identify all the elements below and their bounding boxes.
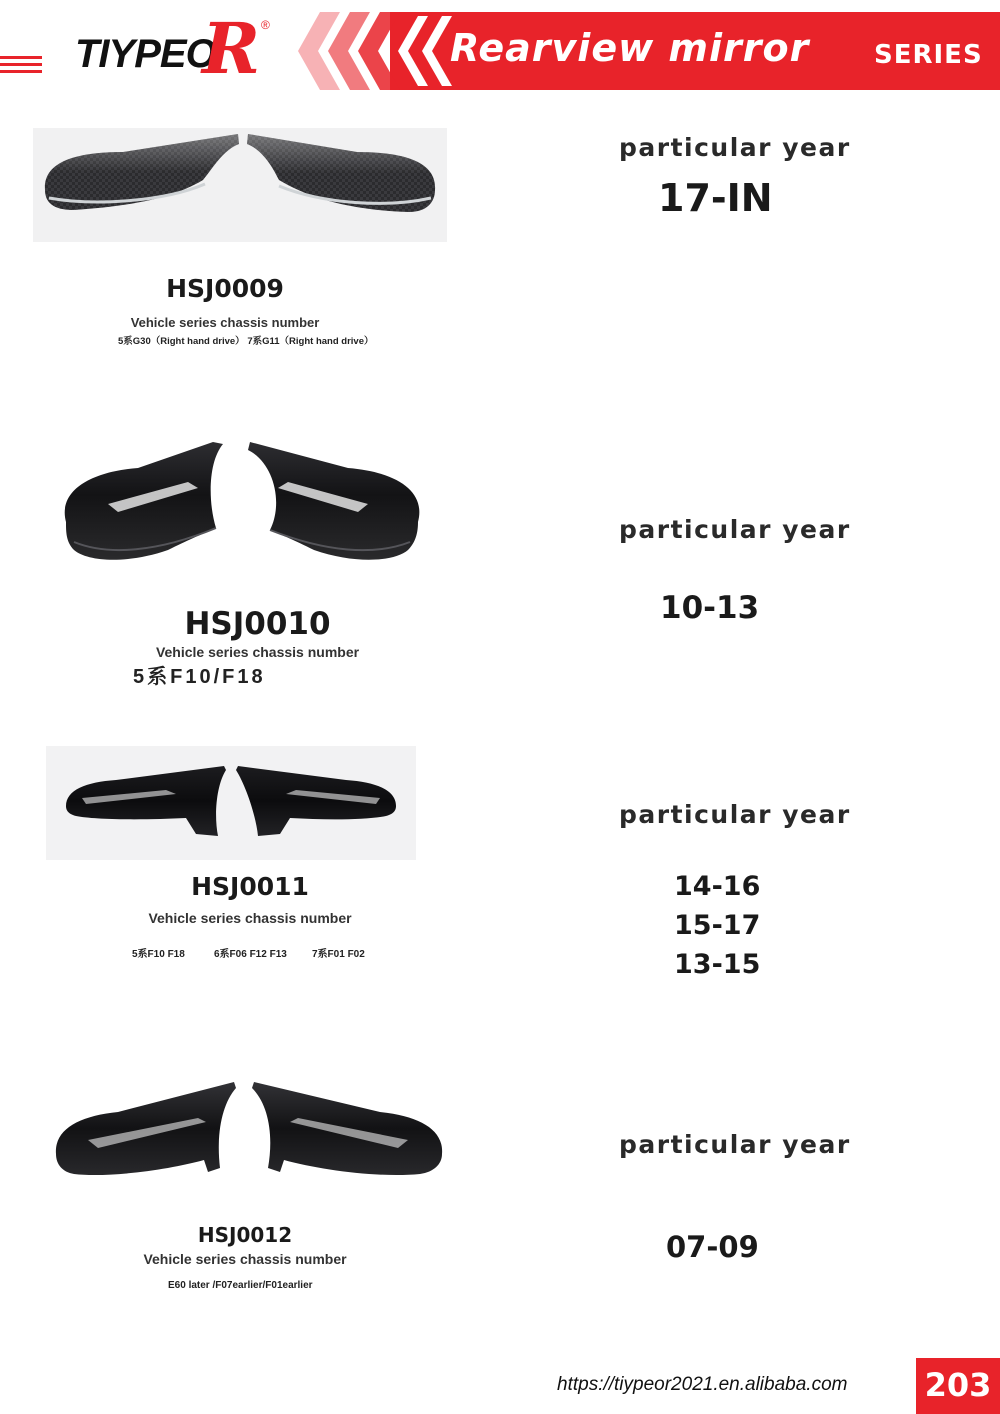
chassis-label: Vehicle series chassis number xyxy=(155,644,360,660)
page-header xyxy=(0,0,1000,100)
chassis-label: Vehicle series chassis number xyxy=(148,910,352,926)
logo-r: R xyxy=(202,7,261,90)
year-value: 17-IN xyxy=(658,176,773,220)
banner-series: SERIES xyxy=(874,40,983,70)
chassis-detail: 5系F10/F18 xyxy=(133,666,266,688)
chassis-detail: E60 later /F07earlier/F01earlier xyxy=(168,1280,313,1291)
footer-url[interactable]: https://tiypeor2021.en.alibaba.com xyxy=(557,1374,848,1395)
header-accent-lines xyxy=(0,56,42,80)
product-code: HSJ0011 xyxy=(191,872,309,901)
year-value: 14-16 xyxy=(674,871,761,902)
title-banner xyxy=(298,12,1000,90)
page-number-badge xyxy=(916,1358,1000,1414)
year-label: particular year xyxy=(619,133,851,162)
chassis-detail-6-series: 6系F06 F12 F13 xyxy=(214,949,287,960)
year-label: particular year xyxy=(619,515,851,544)
year-value: 10-13 xyxy=(660,590,760,626)
registered-mark: ® xyxy=(261,18,270,32)
product-code: HSJ0009 xyxy=(166,274,284,303)
year-value: 15-17 xyxy=(674,910,761,941)
chassis-detail-5-series: 5系F10 F18 xyxy=(132,949,185,960)
product-photo-carbon-mirror-caps xyxy=(33,128,447,242)
product-photo-gloss-wing-caps xyxy=(48,1074,446,1190)
year-label: particular year xyxy=(619,800,851,829)
chassis-label: Vehicle series chassis number xyxy=(130,315,320,330)
product-photo-gloss-mirror-caps xyxy=(48,432,436,582)
banner-title: Rearview mirror xyxy=(450,26,810,70)
page-number: 203 xyxy=(924,1366,992,1404)
product-code: HSJ0012 xyxy=(197,1223,293,1247)
year-label: particular year xyxy=(619,1130,851,1159)
chassis-detail: 5系G30（Right hand drive） 7系G11（Right hand drive） xyxy=(118,336,374,347)
chassis-detail-7-series: 7系F01 F02 xyxy=(312,949,365,960)
product-code: HSJ0010 xyxy=(184,606,331,642)
chassis-label: Vehicle series chassis number xyxy=(143,1251,347,1267)
year-value: 07-09 xyxy=(666,1230,759,1264)
logo-text: TIYPEO xyxy=(75,32,216,76)
product-photo-wing-mirror-caps xyxy=(46,746,416,860)
year-value: 13-15 xyxy=(674,949,761,980)
